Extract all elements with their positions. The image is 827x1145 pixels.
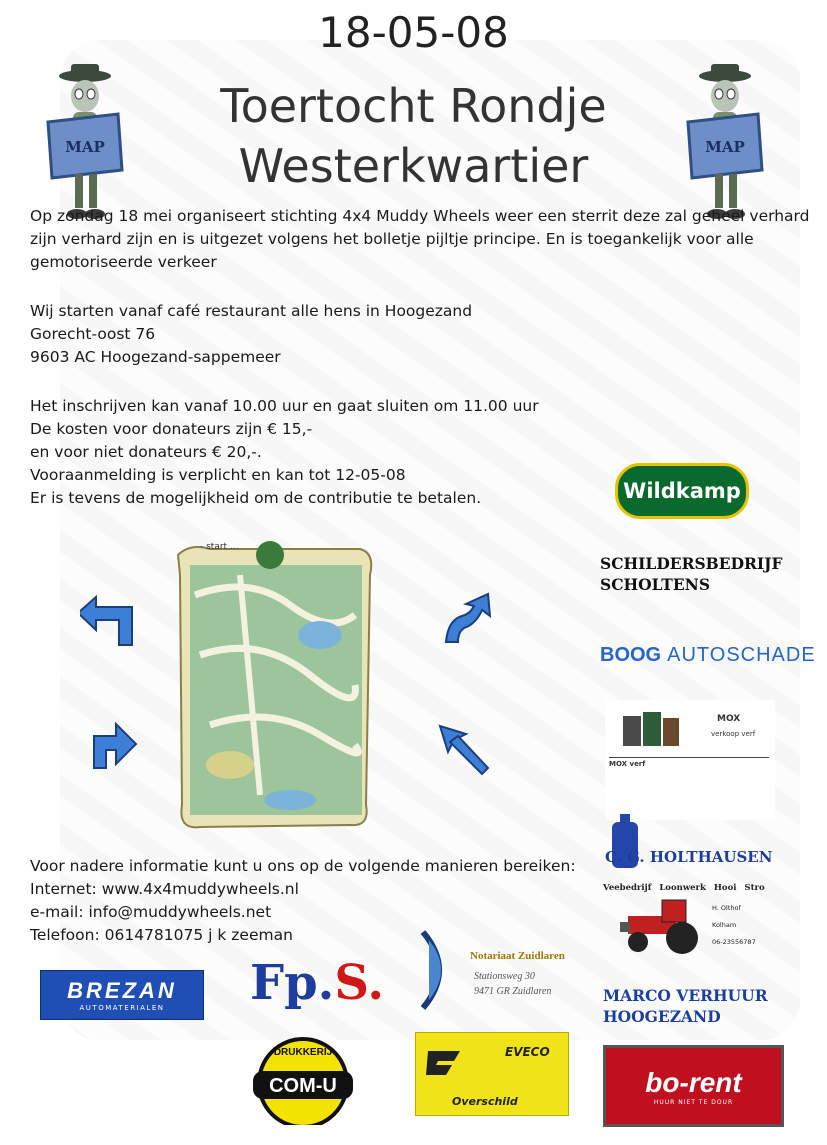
holthausen-address (712, 900, 756, 951)
title-line-2: Westerkwartier (238, 139, 589, 193)
scholtens-logo (600, 553, 782, 595)
curve-right-arrow-icon (440, 590, 495, 645)
brezan-logo-text: BREZAN (67, 978, 177, 1003)
intro-line: Op zondag 18 mei organiseert stichting 4x4 Muddy Wheels weer een sterrit deze zal geheel verhard (30, 207, 810, 225)
boog-logo-text: BOOG (600, 643, 662, 666)
mox-title: MOX (717, 714, 741, 724)
intro-paragraph (30, 205, 820, 274)
map-mascot-left (40, 62, 130, 227)
fees-line: Er is tevens de mogelijkheid om de contributie te betalen. (30, 489, 482, 507)
marco-line: MARCO VERHUUR (603, 986, 768, 1005)
intro-line: gemotoriseerde verkeer (30, 253, 217, 271)
diagonal-arrow-icon (436, 722, 491, 777)
holthausen-services: Veebedrijf Loonwerk Hooi Stro (603, 883, 765, 893)
eveco-location: Overschild (452, 1095, 518, 1108)
fees-line: De kosten voor donateurs zijn € 15,- (30, 420, 313, 438)
marco-line: HOOGEZAND (603, 1007, 721, 1026)
fees-line: Vooraanmelding is verplicht en kan tot 12-05-08 (30, 466, 406, 484)
fps-logo-text: Fp. (250, 955, 335, 1011)
venue-line: Wij starten vanaf café restaurant alle hens in Hoogezand (30, 302, 473, 320)
title-line-1: Toertocht Rondje (220, 79, 607, 133)
notariaat-name: Notariaat Zuidlaren (470, 950, 565, 962)
borent-logo (603, 1045, 784, 1127)
turn-right-arrow-icon (88, 718, 143, 773)
eveco-logo-text: EVECO (505, 1045, 550, 1059)
brezan-logo (40, 970, 204, 1020)
brezan-logo-subtext: AUTOMATERIALEN (79, 1004, 165, 1012)
autoschade-logo-text: AUTOSCHADE (667, 643, 816, 666)
fees-line: en voor niet donateurs € 20,-. (30, 443, 262, 461)
intro-line: zijn verhard zijn en is uitgezet volgens het bolletje pijltje principe. En is toegankelijk voor alle (30, 230, 754, 248)
borent-logo-text: bo-rent (645, 1066, 742, 1098)
contact-intro: Voor nadere informatie kunt u ons op de volgende manieren bereiken: (30, 857, 576, 875)
notariaat-address (474, 969, 551, 999)
mox-subtitle: verkoop verf (711, 730, 756, 738)
borent-tagline: HUUR NIET TE DOUR (653, 1098, 734, 1106)
wildkamp-logo: Wildkamp (615, 463, 749, 519)
venue-line: 9603 AC Hoogezand-sappemeer (30, 348, 281, 366)
holthausen-addr-line: 06-23556787 (712, 938, 756, 946)
fps-logo-accent: S. (334, 955, 385, 1011)
turn-left-arrow-icon (80, 595, 135, 650)
fps-logo (250, 955, 384, 1011)
contact-email[interactable]: e-mail: info@muddywheels.net (30, 903, 272, 921)
mascot-sign-label: MAP (705, 138, 745, 156)
boog-autoschade-logo (600, 625, 816, 685)
mox-verf-card (605, 700, 775, 820)
holthausen-logo: C. G. HOLTHAUSEN (605, 848, 773, 866)
mox-divider (609, 757, 769, 758)
drukkerij-label: DRUKKERIJ (273, 1047, 333, 1058)
notariaat-addr-line: Stationsweg 30 (474, 971, 535, 982)
mascot-sign-label: MAP (65, 138, 105, 156)
drukkerij-comu-logo (225, 1025, 380, 1125)
paint-cans-icon (621, 706, 681, 751)
map-start-label: - start ... (200, 542, 239, 552)
mox-company-name: MOX verf (609, 760, 646, 768)
scholtens-line: SCHOLTENS (600, 575, 711, 594)
venue-line: Gorecht-oost 76 (30, 325, 156, 343)
scholtens-line: SCHILDERSBEDRIJF (600, 554, 783, 573)
holthausen-addr-line: Kolham (712, 921, 737, 929)
event-date: 18-05-08 (318, 8, 509, 57)
contact-phone: Telefoon: 0614781075 j k zeeman (30, 926, 293, 944)
route-map-illustration (170, 535, 380, 835)
marco-verhuur-logo (603, 985, 768, 1027)
map-mascot-right (680, 62, 770, 227)
holthausen-addr-line: H. Olthof (712, 904, 741, 912)
contact-website[interactable]: Internet: www.4x4muddywheels.nl (30, 880, 299, 898)
notariaat-addr-line: 9471 GR Zuidlaren (474, 986, 552, 997)
comu-logo-text: COM-U (269, 1075, 337, 1097)
tractor-icon (618, 896, 710, 956)
fees-line: Het inschrijven kan vanaf 10.00 uur en gaat sluiten om 11.00 uur (30, 397, 539, 415)
venue-address (30, 300, 820, 369)
eveco-emblem-icon (424, 1047, 464, 1077)
